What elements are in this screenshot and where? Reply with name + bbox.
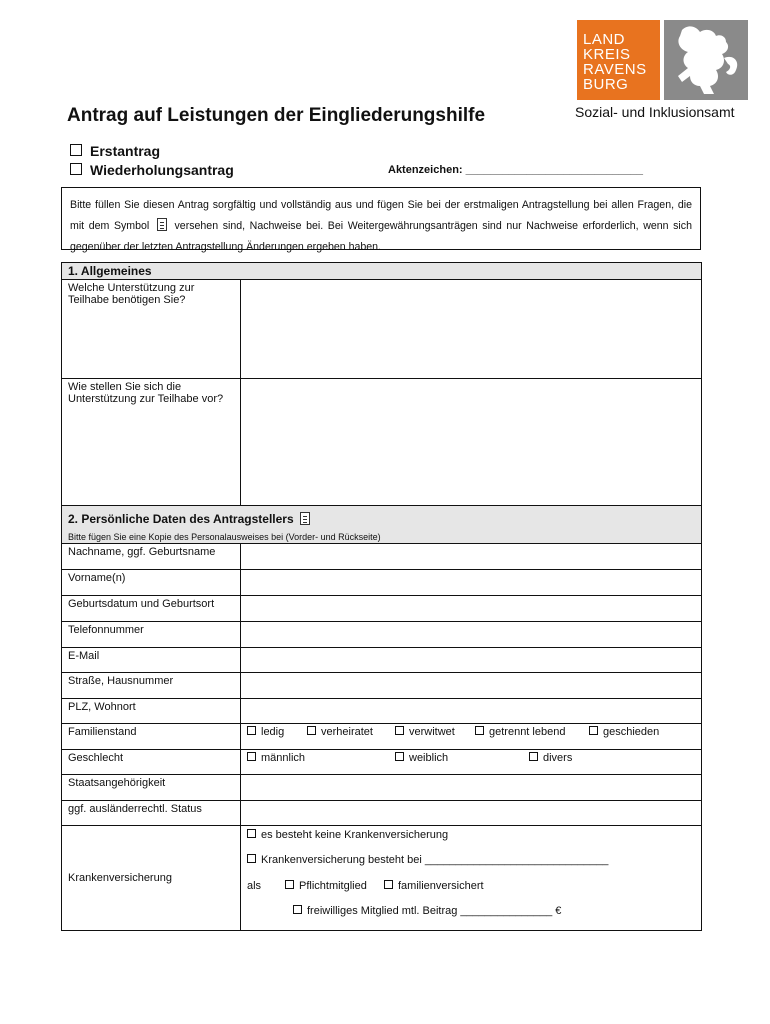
checkbox-icon [293, 905, 302, 914]
option-label: freiwilliges Mitglied mtl. Beitrag _______________ € [307, 905, 562, 917]
kv-als-label: als [247, 880, 262, 892]
logo-line: LAND [583, 31, 626, 48]
checkbox-icon [307, 726, 316, 735]
strasse-field[interactable] [241, 673, 702, 699]
kv-pflicht-checkbox[interactable] [285, 880, 367, 892]
option-label: verwitwet [409, 726, 455, 738]
familienstand-verheiratet[interactable] [307, 726, 373, 738]
checkbox-icon [395, 752, 404, 761]
office-name: Sozial- und Inklusionsamt [575, 104, 735, 120]
district-logo [577, 20, 660, 100]
kv-label: Krankenversicherung [62, 826, 241, 931]
support-idea-field[interactable] [241, 379, 702, 506]
checkbox-icon [384, 880, 393, 889]
checkbox-icon [475, 726, 484, 735]
familienstand-ledig[interactable] [247, 726, 284, 738]
kv-none-checkbox[interactable] [247, 829, 448, 841]
checkbox-icon [285, 880, 294, 889]
option-label: weiblich [409, 752, 449, 764]
option-label: verheiratet [321, 726, 373, 738]
section-persoenliche-daten [61, 505, 702, 931]
option-label: Krankenversicherung besteht bei ______________________________ [261, 854, 609, 866]
option-label: geschieden [603, 726, 660, 738]
email-label: E-Mail [62, 648, 241, 673]
geschlecht-weiblich[interactable] [395, 752, 448, 764]
page-title: Antrag auf Leistungen der Eingliederungshilfe [67, 105, 486, 126]
section-allgemeines [61, 262, 702, 506]
email-field[interactable] [241, 648, 702, 673]
intro-text-part1: Bitte füllen Sie diesen Antrag sorgfältig und vollständig aus und fügen Sie bei der erstmaligen Antragstellung bei allen Fragen, die mit dem Symbol [70, 199, 692, 232]
logo-line: BURG [583, 76, 629, 93]
section2-heading [62, 506, 702, 544]
checkbox-icon [529, 752, 538, 761]
section2-title: 2. Persönliche Daten des Antragstellers [68, 512, 294, 526]
staat-field[interactable] [241, 775, 702, 801]
support-idea-label: Wie stellen Sie sich die Unterstützung zur Teilhabe vor? [62, 379, 241, 506]
familienstand-getrennt[interactable] [475, 726, 565, 738]
option-label: männlich [261, 752, 306, 764]
checkbox-icon [247, 854, 256, 863]
wiederholungsantrag-label: Wiederholungsantrag [90, 162, 234, 178]
geburt-field[interactable] [241, 596, 702, 622]
option-label: ledig [261, 726, 285, 738]
familienstand-geschieden[interactable] [589, 726, 659, 738]
option-label: familienversichert [398, 880, 484, 892]
option-label: divers [543, 752, 573, 764]
nachname-field[interactable] [241, 544, 702, 570]
geburt-label: Geburtsdatum und Geburtsort [62, 596, 241, 622]
geschlecht-maennlich[interactable] [247, 752, 305, 764]
section2-subheading: Bitte fügen Sie eine Kopie des Personalausweises bei (Vorder- und Rückseite) [68, 532, 381, 542]
erstantrag-checkbox[interactable] [70, 143, 160, 159]
document-icon [157, 218, 167, 231]
strasse-label: Straße, Hausnummer [62, 673, 241, 699]
vorname-field[interactable] [241, 570, 702, 596]
plz-field[interactable] [241, 699, 702, 724]
plz-label: PLZ, Wohnort [62, 699, 241, 724]
status-label: ggf. ausländerrechtl. Status [62, 801, 241, 826]
familienstand-options [241, 724, 702, 750]
lion-icon [664, 20, 748, 100]
geschlecht-divers[interactable] [529, 752, 572, 764]
logo-line: KREIS [583, 46, 631, 63]
logo-line: RAVENS [583, 61, 647, 78]
vorname-label: Vorname(n) [62, 570, 241, 596]
checkbox-icon [247, 829, 256, 838]
geschlecht-options [241, 750, 702, 775]
telefon-field[interactable] [241, 622, 702, 648]
checkbox-icon [70, 144, 82, 156]
option-label: getrennt lebend [489, 726, 566, 738]
document-icon [300, 512, 310, 525]
section1-heading: 1. Allgemeines [62, 263, 702, 280]
erstantrag-label: Erstantrag [90, 143, 161, 159]
option-label: es besteht keine Krankenversicherung [261, 829, 449, 841]
telefon-label: Telefonnummer [62, 622, 241, 648]
intro-text-part2: versehen sind, Nachweise bei. Bei Weitergewährungsanträgen sind nur Nachweise erforderlich, wenn sich gegenüber der letzten Antragstellung Änderungen ergeben haben. [70, 220, 692, 253]
familienstand-label: Familienstand [62, 724, 241, 750]
option-label: Pflichtmitglied [299, 880, 367, 892]
support-needed-field[interactable] [241, 280, 702, 379]
checkbox-icon [247, 752, 256, 761]
familienstand-verwitwet[interactable] [395, 726, 455, 738]
intro-text-box [61, 187, 701, 253]
kv-besteht-checkbox[interactable] [247, 854, 608, 866]
kv-freiwillig-checkbox[interactable] [293, 905, 561, 917]
geschlecht-label: Geschlecht [62, 750, 241, 775]
checkbox-icon [395, 726, 404, 735]
nachname-label: Nachname, ggf. Geburtsname [62, 544, 241, 570]
aktenzeichen-field[interactable]: Aktenzeichen: _____________________________ [388, 164, 644, 176]
checkbox-icon [247, 726, 256, 735]
support-needed-label: Welche Unterstützung zur Teilhabe benötigen Sie? [62, 280, 241, 379]
staat-label: Staatsangehörigkeit [62, 775, 241, 801]
checkbox-icon [589, 726, 598, 735]
kv-options [241, 826, 702, 931]
wiederholungsantrag-checkbox[interactable] [70, 162, 234, 178]
kv-familie-checkbox[interactable] [384, 880, 484, 892]
checkbox-icon [70, 163, 82, 175]
status-field[interactable] [241, 801, 702, 826]
